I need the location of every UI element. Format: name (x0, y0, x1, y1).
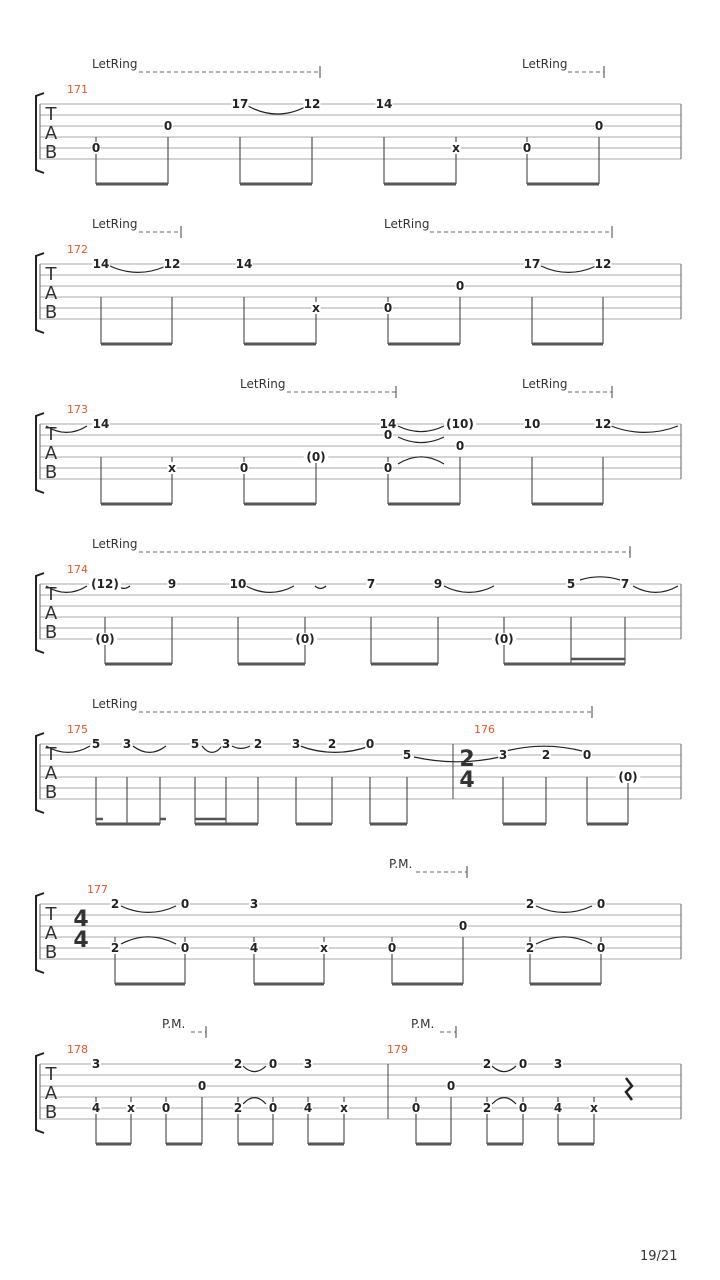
tie-arc (492, 1066, 516, 1072)
tab-clef-letter: A (44, 603, 58, 624)
fret-number: 0 (163, 119, 173, 133)
tab-clef-letter: B (44, 462, 58, 483)
fret-number: 0 (383, 461, 393, 475)
fret-number: 3 (291, 737, 301, 751)
tab-clef-letter: T (45, 744, 57, 765)
tab-clef-letter: T (45, 264, 57, 285)
tab-clef-letter: T (45, 424, 57, 445)
measure-number: 173 (67, 403, 88, 416)
tie-arc (536, 906, 592, 912)
fret-number: 4 (553, 1101, 563, 1115)
tab-clef-letter: B (44, 622, 58, 643)
tie-arc (398, 457, 444, 464)
let-ring-label: LetRing (92, 217, 138, 231)
fret-number: 10 (523, 417, 541, 431)
fret-number: x (168, 461, 176, 475)
fret-number: 0 (365, 737, 375, 751)
tie-arc (243, 1066, 266, 1072)
fret-number: 2 (233, 1057, 243, 1071)
fret-number: 2 (110, 941, 120, 955)
fret-number: 0 (180, 941, 190, 955)
tab-clef-letter: A (44, 1083, 58, 1104)
fret-number: 5 (190, 737, 200, 751)
fret-number: 0 (180, 897, 190, 911)
measure-number: 177 (87, 883, 108, 896)
tie-arc (398, 437, 444, 443)
fret-number: (12) (91, 577, 119, 591)
page-number: 19/21 (640, 1249, 678, 1264)
fret-number: x (320, 941, 328, 955)
tab-system (36, 226, 681, 344)
fret-number: x (452, 141, 460, 155)
fret-number: 2 (110, 897, 120, 911)
fret-number: 14 (92, 257, 110, 271)
tab-clef-letter: A (44, 283, 58, 304)
tie-arc (232, 746, 250, 748)
fret-number: 0 (91, 141, 101, 155)
fret-number: 3 (498, 748, 508, 762)
tab-clef-letter: T (45, 1064, 57, 1085)
tie-arc (633, 586, 678, 592)
fret-number: 3 (553, 1057, 563, 1071)
fret-number: 0 (383, 301, 393, 315)
let-ring-label: LetRing (92, 537, 138, 551)
fret-number: 0 (239, 461, 249, 475)
fret-number: 14 (375, 97, 393, 111)
measure-number: 179 (387, 1043, 408, 1056)
fret-number: 9 (433, 577, 443, 591)
fret-number: 2 (233, 1101, 243, 1115)
let-ring-label: LetRing (92, 57, 138, 71)
fret-number: 3 (91, 1057, 101, 1071)
let-ring-label: LetRing (384, 217, 430, 231)
tab-clef-letter: B (44, 782, 58, 803)
fret-number: (10) (446, 417, 474, 431)
tab-clef-letter: B (44, 1102, 58, 1123)
measure-number: 171 (67, 83, 88, 96)
fret-number: x (340, 1101, 348, 1115)
fret-number: 14 (235, 257, 253, 271)
fret-number: x (312, 301, 320, 315)
fret-number: 4 (303, 1101, 313, 1115)
fret-number: 7 (620, 577, 630, 591)
fret-number: 0 (455, 439, 465, 453)
let-ring-label: LetRing (522, 57, 568, 71)
fret-number: 3 (221, 737, 231, 751)
fret-number: (0) (95, 632, 115, 646)
fret-number: 4 (249, 941, 259, 955)
fret-number: 12 (163, 257, 181, 271)
fret-number: 9 (167, 577, 177, 591)
fret-number: 14 (92, 417, 110, 431)
fret-number: 0 (161, 1101, 171, 1115)
tie-arc (121, 937, 176, 944)
tab-system (36, 546, 681, 664)
time-signature-bottom: 4 (459, 768, 475, 793)
fret-number: 2 (327, 737, 337, 751)
fret-number: (0) (494, 632, 514, 646)
fret-number: 5 (402, 748, 412, 762)
fret-number: 0 (455, 279, 465, 293)
tie-arc (414, 757, 500, 762)
tab-system (36, 1026, 681, 1144)
fret-number: 2 (482, 1057, 492, 1071)
fret-number: x (127, 1101, 135, 1115)
fret-number: 0 (387, 941, 397, 955)
fret-number: 0 (596, 897, 606, 911)
tab-clef-letter: A (44, 923, 58, 944)
fret-number: 0 (411, 1101, 421, 1115)
fret-number: 2 (253, 737, 263, 751)
tie-arc (243, 1098, 266, 1104)
tab-clef-letter: B (44, 302, 58, 323)
tab-clef-letter: A (44, 443, 58, 464)
fret-number: 0 (268, 1101, 278, 1115)
measure-number: 174 (67, 563, 88, 576)
fret-number: 3 (303, 1057, 313, 1071)
fret-number: 12 (594, 417, 612, 431)
tie-arc (444, 586, 494, 592)
fret-number: 0 (383, 428, 393, 442)
time-signature-top: 2 (459, 747, 475, 772)
fret-number: 5 (566, 577, 576, 591)
tab-clef-letter: T (45, 904, 57, 925)
tie-arc (248, 106, 307, 114)
tie-arc (580, 577, 620, 580)
fret-number: 2 (541, 748, 551, 762)
palm-mute-label: P.M. (411, 1017, 435, 1031)
tie-arc (398, 426, 444, 432)
fret-number: 0 (522, 141, 532, 155)
let-ring-label: LetRing (92, 697, 138, 711)
time-signature-top: 4 (73, 907, 89, 932)
tie-arc (315, 586, 326, 588)
fret-number: 7 (366, 577, 376, 591)
fret-number: 2 (525, 941, 535, 955)
tab-system (36, 866, 681, 984)
measure-number: 175 (67, 723, 88, 736)
tie-arc (121, 906, 176, 912)
fret-number: 3 (249, 897, 259, 911)
tie-arc (110, 266, 166, 272)
tie-arc (202, 746, 222, 752)
fret-number: 2 (525, 897, 535, 911)
palm-mute-label: P.M. (162, 1017, 186, 1031)
time-signature-bottom: 4 (73, 928, 89, 953)
fret-number: 0 (197, 1079, 207, 1093)
fret-number: (0) (618, 770, 638, 784)
palm-mute-label: P.M. (389, 857, 413, 871)
tab-system (36, 386, 681, 504)
tab-clef-letter: T (45, 584, 57, 605)
tab-clef-letter: A (44, 123, 58, 144)
fret-number: x (590, 1101, 598, 1115)
fret-number: 0 (458, 919, 468, 933)
measure-number: 172 (67, 243, 88, 256)
fret-number: (0) (306, 450, 326, 464)
tab-system (36, 66, 681, 184)
tie-arc (492, 1098, 516, 1104)
fret-number: 10 (229, 577, 247, 591)
tie-arc (541, 266, 596, 272)
fret-number: 0 (594, 119, 604, 133)
tie-arc (246, 586, 294, 592)
fret-number: 2 (482, 1101, 492, 1115)
measure-number: 178 (67, 1043, 88, 1056)
tab-clef-letter: A (44, 763, 58, 784)
tab-clef-letter: B (44, 142, 58, 163)
tab-clef-letter: T (45, 104, 57, 125)
fret-number: 0 (446, 1079, 456, 1093)
let-ring-label: LetRing (240, 377, 286, 391)
tie-arc (611, 426, 678, 432)
fret-number: 0 (582, 748, 592, 762)
fret-number: 17 (231, 97, 249, 111)
fret-number: 5 (91, 737, 101, 751)
fret-number: 0 (518, 1101, 528, 1115)
fret-number: 3 (122, 737, 132, 751)
fret-number: (0) (295, 632, 315, 646)
tie-arc (536, 937, 592, 944)
fret-number: 0 (596, 941, 606, 955)
fret-number: 14 (379, 417, 397, 431)
let-ring-label: LetRing (522, 377, 568, 391)
tab-clef-letter: B (44, 942, 58, 963)
fret-number: 4 (91, 1101, 101, 1115)
tie-arc (133, 746, 166, 752)
fret-number: 0 (268, 1057, 278, 1071)
fret-number: 0 (518, 1057, 528, 1071)
tab-system (36, 706, 681, 824)
fret-number: 12 (594, 257, 612, 271)
fret-number: 17 (523, 257, 541, 271)
fret-number: 12 (303, 97, 321, 111)
measure-number: 176 (474, 723, 495, 736)
